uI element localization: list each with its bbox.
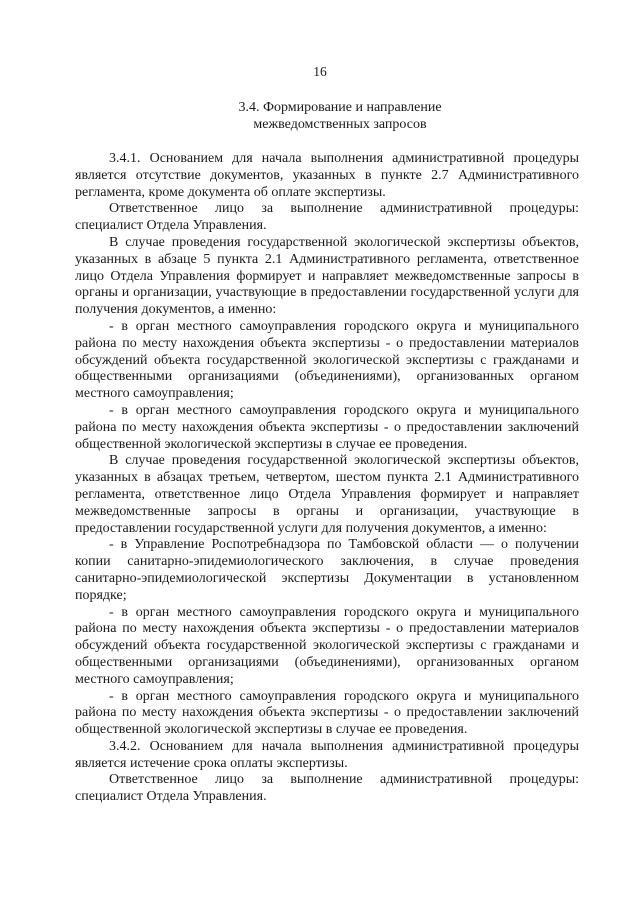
list-item: - в орган местного самоуправления городского округа и муниципального района по месту нахождения объекта экспертизы - о предоставлении заключений общественной экологической экспертизы в случае ее проведения. [75,688,579,738]
paragraph: 3.4.1. Основанием для начала выполнения административной процедуры является отсутствие документов, указанных в пункте 2.7 Административного регламента, кроме документа об оплате экспертизы. [75,151,579,200]
list-item: - в орган местного самоуправления городского округа и муниципального района по месту нахождения объекта экспертизы - о предоставлении заключений общественной экологической экспертизы в случае ее проведения. [75,402,579,452]
document-body [75,151,579,806]
paragraph: В случае проведения государственной экологической экспертизы объектов, указанных в абзаце 5 пункта 2.1 Административного регламента, ответственное лицо Отдела Управления формирует и направляет межведомственные запросы в органы и организации, участвующие в предоставлении государственной услуги для получения документов, а именно: [75,234,579,318]
paragraph: В случае проведения государственной экологической экспертизы объектов, указанных в абзацах третьем, четвертом, шестом пункта 2.1 Административного регламента, ответственное лицо Отдела Управления формирует и направляет межведомственные запросы в органы и организации, участвующие в предоставлении государственной услуги для получения документов, а именно: [75,453,579,536]
section-heading-line-1: 3.4. Формирование и направление [238,100,442,115]
paragraph: 3.4.2. Основанием для начала выполнения административной процедуры является истечение срока оплаты экспертизы. [75,738,579,771]
paragraph: Ответственное лицо за выполнение административной процедуры: специалист Отдела Управления. [75,201,579,234]
section-heading-line-2: межведомственных запросов [253,117,427,132]
section-heading [150,99,530,133]
page-number: 16 [313,64,327,79]
list-item: - в орган местного самоуправления городского округа и муниципального района по месту нахождения объекта экспертизы - о предоставлении материалов обсуждений объекта государственной экологической экспертизы с гражданами и общественными организациями (объединениями), организованных органом местного самоуправления; [75,604,579,687]
paragraph: Ответственное лицо за выполнение административной процедуры: специалист Отдела Управления. [75,772,579,805]
list-item: - в Управление Роспотребнадзора по Тамбовской области — о получении копии санитарно-эпидемиологического заключения, в случае проведения санитарно-эпидемиологической экспертизы Документации в установленном порядке; [75,537,579,603]
list-item: - в орган местного самоуправления городского округа и муниципального района по месту нахождения объекта экспертизы - о предоставлении материалов обсуждений объекта государственной экологической экспертизы с гражданами и общественными организациями (объединениями), организованных органом местного самоуправления; [75,318,579,402]
